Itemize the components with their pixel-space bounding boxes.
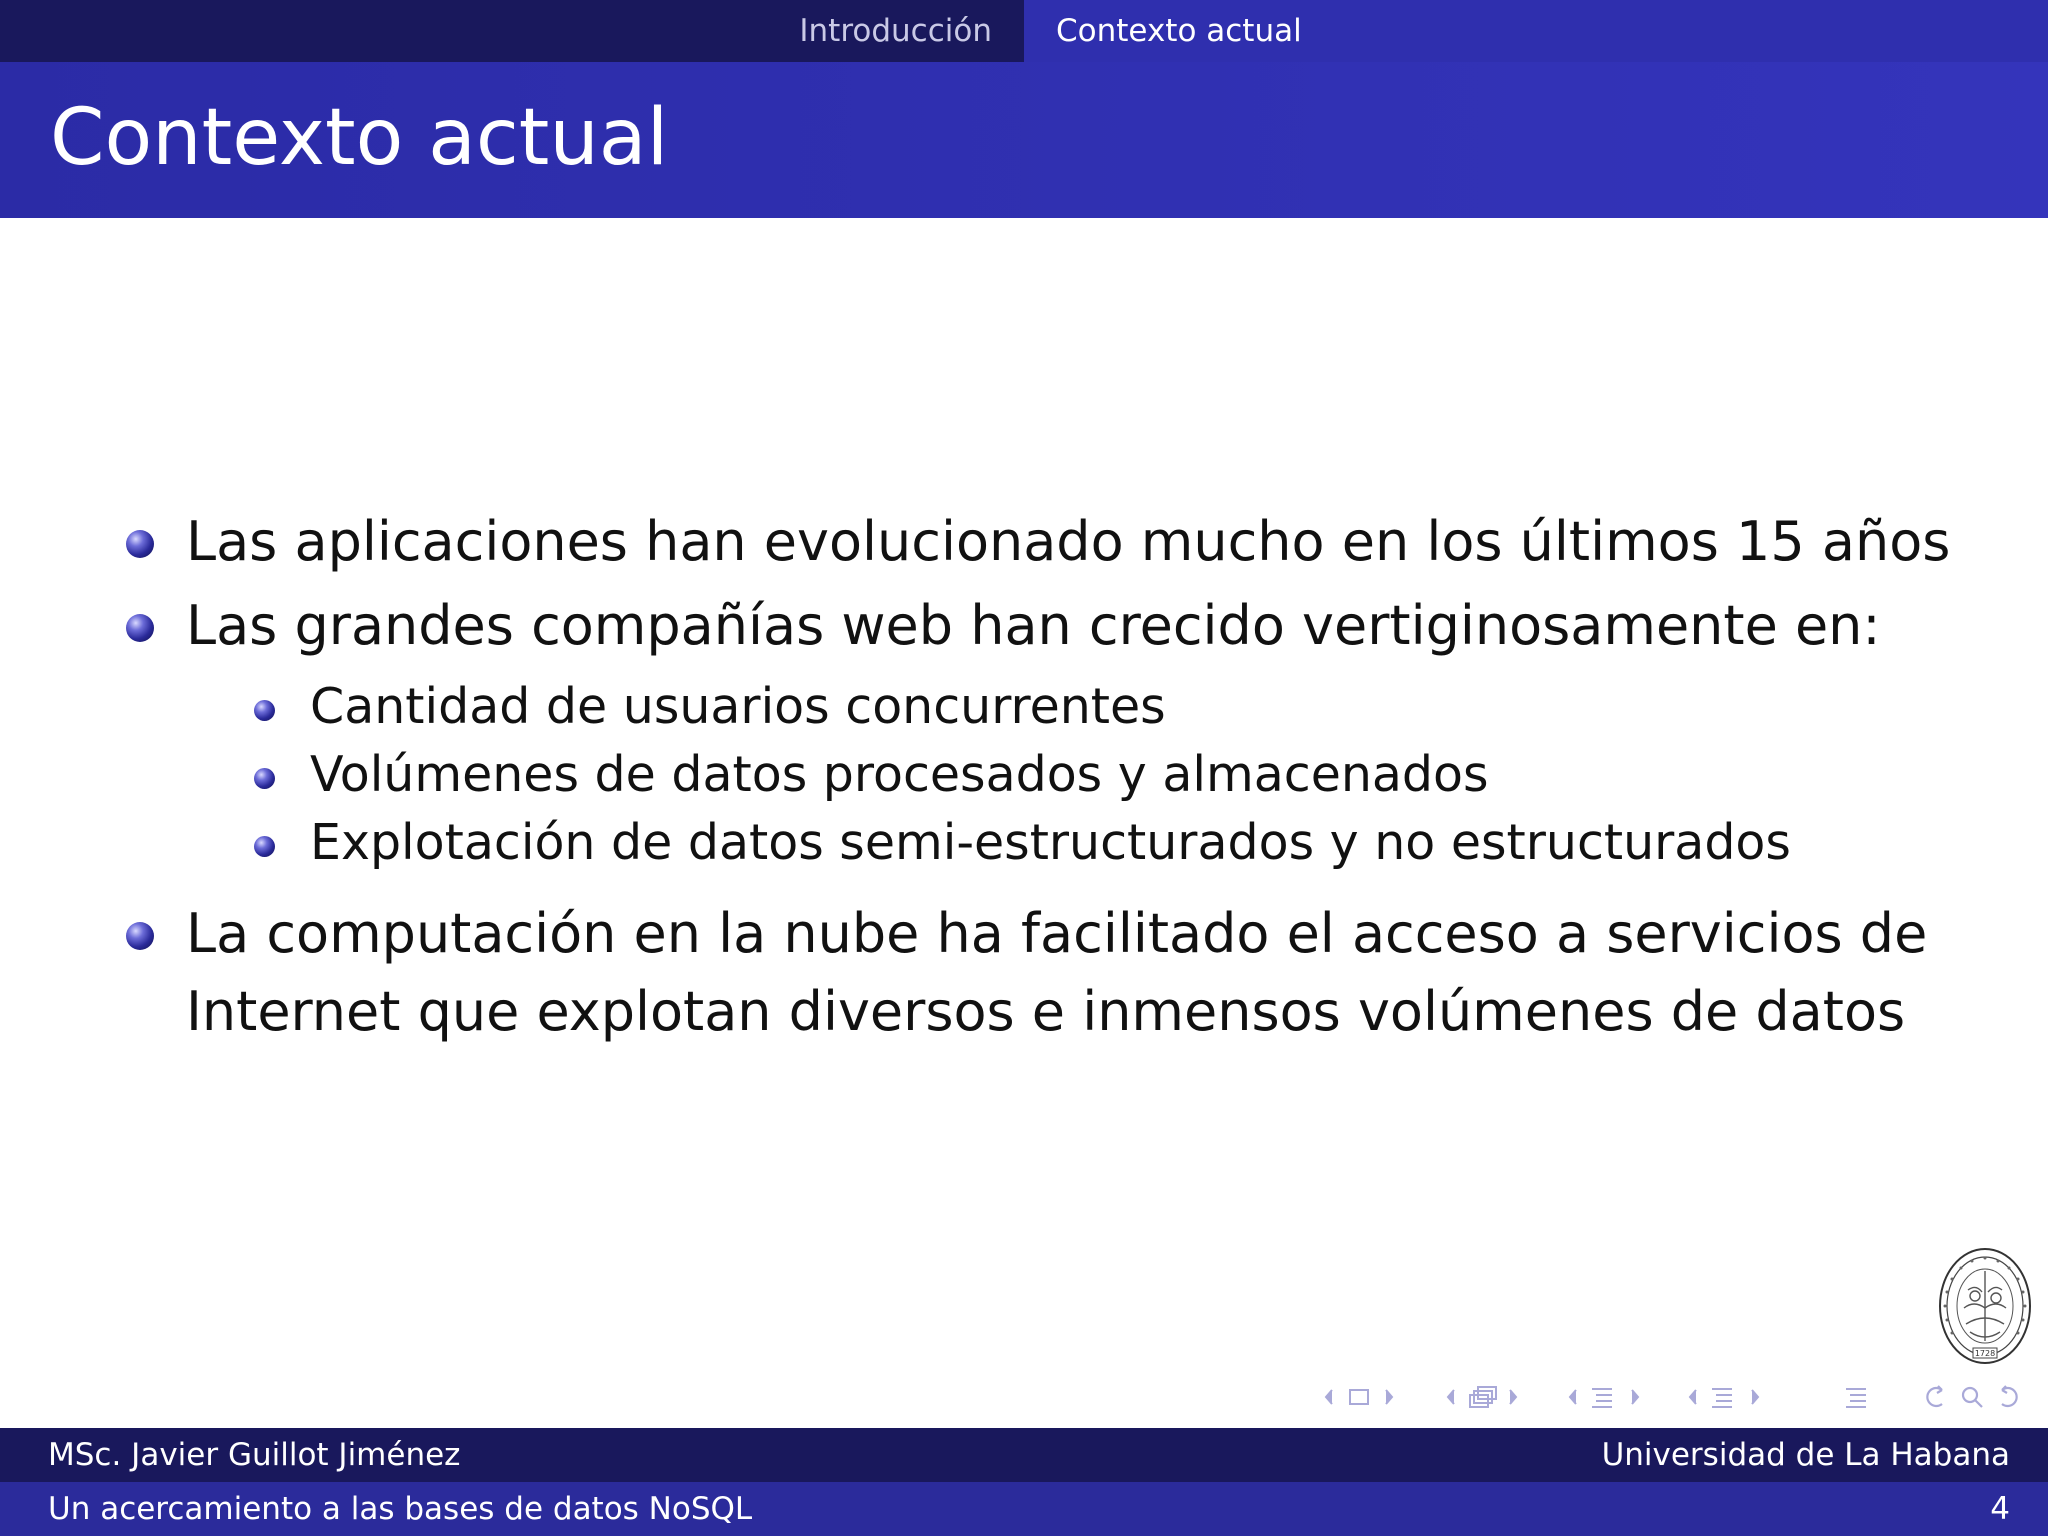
list-item-text: Las grandes compañías web han crecido vertiginosamente en:: [186, 594, 1881, 657]
headline-left-bar: [0, 0, 1024, 62]
section-nav-icon[interactable]: [1686, 1380, 1778, 1414]
list-item-continuation: [186, 980, 1905, 1043]
footer-author-bar: [0, 1428, 2048, 1482]
university-seal-logo: [1938, 1246, 2032, 1366]
frame-title-bar: [0, 62, 2048, 218]
document-nav-icon[interactable]: [1836, 1380, 1876, 1414]
list-item-text: Internet que explotan diversos e inmensos volúmenes de datos: [186, 980, 1906, 1043]
page-number: 4: [1990, 1491, 2010, 1527]
footer-institute: Universidad de La Habana: [1601, 1437, 2010, 1473]
ball-bullet-icon: [126, 530, 154, 558]
list-item: [186, 510, 1950, 573]
ball-bullet-icon: [254, 700, 275, 721]
section-nav-icon[interactable]: [1566, 1380, 1658, 1414]
headline-right-bar: [1024, 0, 2048, 62]
frame-nav-icon[interactable]: [1322, 1380, 1412, 1414]
seal-year: 1728: [1974, 1349, 1996, 1358]
sub-list-item: [310, 814, 1791, 871]
nav-section-introduccion[interactable]: Introducción: [799, 13, 992, 49]
list-item: [186, 902, 1927, 965]
redo-icon: [2002, 1386, 2017, 1406]
sub-list-item: [310, 746, 1489, 803]
search-icon[interactable]: [1918, 1380, 2030, 1414]
list-item-text: La computación en la nube ha facilitado el acceso a servicios de: [186, 902, 1928, 965]
ball-bullet-icon: [254, 768, 275, 789]
sub-list-item: [310, 678, 1166, 735]
sub-list-item-text: Cantidad de usuarios concurrentes: [310, 678, 1166, 735]
subsection-nav-icon[interactable]: [1444, 1380, 1536, 1414]
sub-list-item-text: Volúmenes de datos procesados y almacenados: [310, 746, 1489, 803]
undo-icon: [1927, 1386, 1942, 1406]
list-item: [186, 594, 1881, 657]
nav-section-contexto-actual[interactable]: Contexto actual: [1056, 13, 1302, 49]
ball-bullet-icon: [254, 836, 275, 857]
sub-list-item-text: Explotación de datos semi-estructurados y no estructurados: [310, 814, 1791, 871]
navigation-symbols: [1322, 1380, 2030, 1414]
ball-bullet-icon: [126, 614, 154, 642]
list-item-text: Las aplicaciones han evolucionado mucho en los últimos 15 años: [186, 510, 1951, 573]
section-navigation: [0, 0, 2048, 62]
ball-bullet-icon: [126, 922, 154, 950]
page-title: Contexto actual: [50, 93, 669, 183]
footer-title-bar: [0, 1482, 2048, 1536]
footer-title: Un acercamiento a las bases de datos NoSQL: [48, 1491, 753, 1527]
footer-author: MSc. Javier Guillot Jiménez: [48, 1437, 461, 1473]
